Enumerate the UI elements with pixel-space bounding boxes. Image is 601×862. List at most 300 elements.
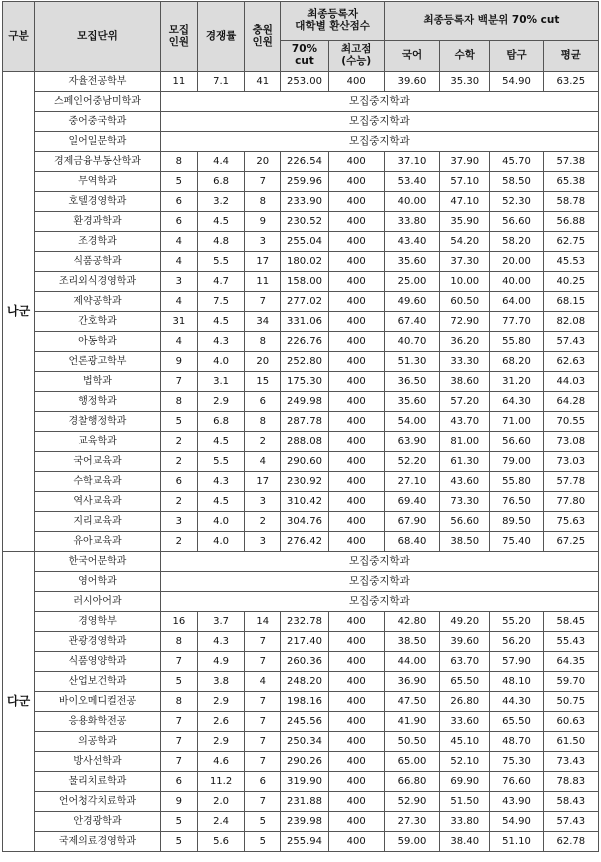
math-cell: 72.90: [440, 312, 490, 332]
average-cell: 44.03: [543, 372, 598, 392]
average-cell: 75.63: [543, 512, 598, 532]
cut70-cell: 290.60: [281, 452, 328, 472]
math-cell: 60.50: [440, 292, 490, 312]
filled-cell: 14: [245, 612, 281, 632]
average-cell: 62.78: [543, 832, 598, 852]
rate-cell: 11.2: [197, 772, 244, 792]
korean-cell: 44.00: [384, 652, 439, 672]
quota-cell: 5: [160, 832, 197, 852]
korean-cell: 43.40: [384, 232, 439, 252]
max-score-cell: 400: [328, 532, 384, 552]
inquiry-cell: 75.40: [490, 532, 543, 552]
filled-cell: 20: [245, 152, 281, 172]
inquiry-cell: 20.00: [490, 252, 543, 272]
korean-cell: 54.00: [384, 412, 439, 432]
average-cell: 77.80: [543, 492, 598, 512]
table-body: [3, 72, 599, 852]
table-row: [3, 352, 599, 372]
table-row: [3, 712, 599, 732]
unit-name-cell: 바이오메디컬전공: [35, 692, 161, 712]
suspended-note-cell: 모집중지학과: [160, 592, 598, 612]
header-percentile: 최종등록자 백분위 70% cut: [384, 2, 598, 41]
rate-cell: 6.8: [197, 172, 244, 192]
unit-name-cell: 조경학과: [35, 232, 161, 252]
filled-cell: 2: [245, 432, 281, 452]
math-cell: 43.70: [440, 412, 490, 432]
table-row: [3, 232, 599, 252]
table-row: [3, 452, 599, 472]
filled-cell: 8: [245, 192, 281, 212]
rate-cell: 4.3: [197, 632, 244, 652]
rate-cell: 4.5: [197, 212, 244, 232]
korean-cell: 33.80: [384, 212, 439, 232]
unit-name-cell: 산업보건학과: [35, 672, 161, 692]
max-score-cell: 400: [328, 412, 384, 432]
unit-name-cell: 조리외식경영학과: [35, 272, 161, 292]
rate-cell: 2.4: [197, 812, 244, 832]
math-cell: 45.10: [440, 732, 490, 752]
unit-name-cell: 한국어문학과: [35, 552, 161, 572]
max-score-cell: 400: [328, 672, 384, 692]
korean-cell: 39.60: [384, 72, 439, 92]
quota-cell: 8: [160, 692, 197, 712]
average-cell: 50.75: [543, 692, 598, 712]
average-cell: 64.28: [543, 392, 598, 412]
table-row: [3, 332, 599, 352]
inquiry-cell: 40.00: [490, 272, 543, 292]
math-cell: 37.30: [440, 252, 490, 272]
max-score-cell: 400: [328, 372, 384, 392]
cut70-cell: 276.42: [281, 532, 328, 552]
table-row: [3, 392, 599, 412]
average-cell: 63.25: [543, 72, 598, 92]
suspended-note-cell: 모집중지학과: [160, 112, 598, 132]
math-cell: 37.90: [440, 152, 490, 172]
math-cell: 36.20: [440, 332, 490, 352]
max-score-cell: 400: [328, 832, 384, 852]
rate-cell: 7.5: [197, 292, 244, 312]
inquiry-cell: 58.50: [490, 172, 543, 192]
korean-cell: 53.40: [384, 172, 439, 192]
unit-name-cell: 관광경영학과: [35, 632, 161, 652]
unit-name-cell: 의공학과: [35, 732, 161, 752]
cut70-cell: 260.36: [281, 652, 328, 672]
table-row: [3, 792, 599, 812]
cut70-cell: 259.96: [281, 172, 328, 192]
cut70-cell: 248.20: [281, 672, 328, 692]
korean-cell: 36.50: [384, 372, 439, 392]
quota-cell: 5: [160, 412, 197, 432]
table-row: [3, 772, 599, 792]
quota-cell: 9: [160, 352, 197, 372]
korean-cell: 35.60: [384, 392, 439, 412]
average-cell: 64.35: [543, 652, 598, 672]
max-score-cell: 400: [328, 312, 384, 332]
unit-name-cell: 중어중국학과: [35, 112, 161, 132]
unit-name-cell: 영어학과: [35, 572, 161, 592]
max-score-cell: 400: [328, 272, 384, 292]
table-row: [3, 492, 599, 512]
quota-cell: 8: [160, 632, 197, 652]
average-cell: 62.63: [543, 352, 598, 372]
inquiry-cell: 55.80: [490, 332, 543, 352]
table-row: [3, 172, 599, 192]
filled-cell: 7: [245, 652, 281, 672]
math-cell: 33.30: [440, 352, 490, 372]
table-row: [3, 432, 599, 452]
unit-name-cell: 안경광학과: [35, 812, 161, 832]
rate-cell: 4.3: [197, 332, 244, 352]
math-cell: 73.30: [440, 492, 490, 512]
average-cell: 57.43: [543, 812, 598, 832]
quota-cell: 7: [160, 712, 197, 732]
cut70-cell: 252.80: [281, 352, 328, 372]
korean-cell: 50.50: [384, 732, 439, 752]
max-score-cell: 400: [328, 232, 384, 252]
admission-results-table: [2, 1, 599, 852]
quota-cell: 7: [160, 732, 197, 752]
inquiry-cell: 57.90: [490, 652, 543, 672]
cut70-cell: 253.00: [281, 72, 328, 92]
korean-cell: 52.20: [384, 452, 439, 472]
rate-cell: 4.5: [197, 492, 244, 512]
korean-cell: 25.00: [384, 272, 439, 292]
rate-cell: 2.9: [197, 692, 244, 712]
average-cell: 57.78: [543, 472, 598, 492]
rate-cell: 7.1: [197, 72, 244, 92]
inquiry-cell: 76.60: [490, 772, 543, 792]
korean-cell: 59.00: [384, 832, 439, 852]
max-score-cell: 400: [328, 772, 384, 792]
max-score-cell: 400: [328, 152, 384, 172]
table-row: [3, 652, 599, 672]
average-cell: 45.53: [543, 252, 598, 272]
inquiry-cell: 76.50: [490, 492, 543, 512]
unit-name-cell: 간호학과: [35, 312, 161, 332]
filled-cell: 2: [245, 512, 281, 532]
unit-name-cell: 수학교육과: [35, 472, 161, 492]
average-cell: 55.43: [543, 632, 598, 652]
suspended-note-cell: 모집중지학과: [160, 132, 598, 152]
rate-cell: 4.0: [197, 352, 244, 372]
quota-cell: 7: [160, 372, 197, 392]
math-cell: 38.50: [440, 532, 490, 552]
quota-cell: 16: [160, 612, 197, 632]
average-cell: 58.78: [543, 192, 598, 212]
math-cell: 69.90: [440, 772, 490, 792]
unit-name-cell: 언어청각치료학과: [35, 792, 161, 812]
table-row: [3, 272, 599, 292]
inquiry-cell: 56.20: [490, 632, 543, 652]
inquiry-cell: 68.20: [490, 352, 543, 372]
inquiry-cell: 79.00: [490, 452, 543, 472]
rate-cell: 2.9: [197, 732, 244, 752]
quota-cell: 4: [160, 252, 197, 272]
table-row: [3, 732, 599, 752]
cut70-cell: 226.76: [281, 332, 328, 352]
unit-name-cell: 국제의료경영학과: [35, 832, 161, 852]
unit-name-cell: 경찰행정학과: [35, 412, 161, 432]
korean-cell: 40.00: [384, 192, 439, 212]
quota-cell: 4: [160, 332, 197, 352]
max-score-cell: 400: [328, 432, 384, 452]
korean-cell: 67.40: [384, 312, 439, 332]
max-score-cell: 400: [328, 252, 384, 272]
filled-cell: 34: [245, 312, 281, 332]
cut70-cell: 158.00: [281, 272, 328, 292]
korean-cell: 36.90: [384, 672, 439, 692]
quota-cell: 8: [160, 152, 197, 172]
table-row: [3, 292, 599, 312]
table-row: [3, 132, 599, 152]
inquiry-cell: 75.30: [490, 752, 543, 772]
suspended-note-cell: 모집중지학과: [160, 92, 598, 112]
cut70-cell: 230.52: [281, 212, 328, 232]
inquiry-cell: 52.30: [490, 192, 543, 212]
math-cell: 39.60: [440, 632, 490, 652]
cut70-cell: 231.88: [281, 792, 328, 812]
quota-cell: 6: [160, 472, 197, 492]
inquiry-cell: 51.10: [490, 832, 543, 852]
table-row: [3, 212, 599, 232]
cut70-cell: 226.54: [281, 152, 328, 172]
max-score-cell: 400: [328, 632, 384, 652]
unit-name-cell: 호텔경영학과: [35, 192, 161, 212]
quota-cell: 4: [160, 292, 197, 312]
header-quota: 모집 인원: [160, 2, 197, 72]
filled-cell: 7: [245, 172, 281, 192]
unit-name-cell: 경영학부: [35, 612, 161, 632]
cut70-cell: 233.90: [281, 192, 328, 212]
header-converted-score: 최종등록자 대학별 환산점수: [281, 2, 385, 41]
filled-cell: 7: [245, 292, 281, 312]
cut70-cell: 175.30: [281, 372, 328, 392]
table-row: [3, 592, 599, 612]
unit-name-cell: 법학과: [35, 372, 161, 392]
cut70-cell: 245.56: [281, 712, 328, 732]
unit-name-cell: 식품공학과: [35, 252, 161, 272]
math-cell: 43.60: [440, 472, 490, 492]
inquiry-cell: 44.30: [490, 692, 543, 712]
table-row: [3, 692, 599, 712]
filled-cell: 6: [245, 772, 281, 792]
table-row: [3, 672, 599, 692]
rate-cell: 5.5: [197, 252, 244, 272]
filled-cell: 3: [245, 532, 281, 552]
max-score-cell: 400: [328, 792, 384, 812]
table-row: [3, 572, 599, 592]
math-cell: 35.90: [440, 212, 490, 232]
filled-cell: 7: [245, 632, 281, 652]
inquiry-cell: 55.80: [490, 472, 543, 492]
suspended-note-cell: 모집중지학과: [160, 572, 598, 592]
average-cell: 58.43: [543, 792, 598, 812]
math-cell: 57.10: [440, 172, 490, 192]
filled-cell: 15: [245, 372, 281, 392]
unit-name-cell: 일어일문학과: [35, 132, 161, 152]
cut70-cell: 249.98: [281, 392, 328, 412]
math-cell: 56.60: [440, 512, 490, 532]
filled-cell: 3: [245, 232, 281, 252]
math-cell: 47.10: [440, 192, 490, 212]
rate-cell: 2.0: [197, 792, 244, 812]
inquiry-cell: 48.70: [490, 732, 543, 752]
max-score-cell: 400: [328, 292, 384, 312]
quota-cell: 3: [160, 272, 197, 292]
inquiry-cell: 58.20: [490, 232, 543, 252]
math-cell: 63.70: [440, 652, 490, 672]
rate-cell: 3.1: [197, 372, 244, 392]
math-cell: 33.60: [440, 712, 490, 732]
unit-name-cell: 제약공학과: [35, 292, 161, 312]
quota-cell: 2: [160, 492, 197, 512]
rate-cell: 2.9: [197, 392, 244, 412]
table-row: [3, 192, 599, 212]
quota-cell: 11: [160, 72, 197, 92]
korean-cell: 47.50: [384, 692, 439, 712]
korean-cell: 69.40: [384, 492, 439, 512]
korean-cell: 38.50: [384, 632, 439, 652]
inquiry-cell: 48.10: [490, 672, 543, 692]
unit-name-cell: 응용화학전공: [35, 712, 161, 732]
cut70-cell: 310.42: [281, 492, 328, 512]
inquiry-cell: 55.20: [490, 612, 543, 632]
average-cell: 82.08: [543, 312, 598, 332]
max-score-cell: 400: [328, 192, 384, 212]
filled-cell: 7: [245, 712, 281, 732]
filled-cell: 5: [245, 812, 281, 832]
average-cell: 73.03: [543, 452, 598, 472]
max-score-cell: 400: [328, 332, 384, 352]
rate-cell: 4.9: [197, 652, 244, 672]
unit-name-cell: 러시아어과: [35, 592, 161, 612]
group-label: 나군: [3, 72, 35, 552]
rate-cell: 5.5: [197, 452, 244, 472]
quota-cell: 5: [160, 812, 197, 832]
table-row: [3, 812, 599, 832]
rate-cell: 6.8: [197, 412, 244, 432]
group-label: 다군: [3, 552, 35, 852]
table-row: [3, 92, 599, 112]
unit-name-cell: 물리치료학과: [35, 772, 161, 792]
math-cell: 38.60: [440, 372, 490, 392]
cut70-cell: 319.90: [281, 772, 328, 792]
quota-cell: 9: [160, 792, 197, 812]
max-score-cell: 400: [328, 392, 384, 412]
suspended-note-cell: 모집중지학과: [160, 552, 598, 572]
max-score-cell: 400: [328, 352, 384, 372]
table-row: [3, 372, 599, 392]
average-cell: 65.38: [543, 172, 598, 192]
max-score-cell: 400: [328, 172, 384, 192]
cut70-cell: 217.40: [281, 632, 328, 652]
korean-cell: 27.10: [384, 472, 439, 492]
average-cell: 73.08: [543, 432, 598, 452]
table-row: [3, 512, 599, 532]
unit-name-cell: 자율전공학부: [35, 72, 161, 92]
filled-cell: 41: [245, 72, 281, 92]
table-header: [3, 2, 599, 72]
header-korean: 국어: [384, 41, 439, 72]
rate-cell: 4.5: [197, 432, 244, 452]
quota-cell: 3: [160, 512, 197, 532]
filled-cell: 4: [245, 452, 281, 472]
max-score-cell: 400: [328, 732, 384, 752]
korean-cell: 67.90: [384, 512, 439, 532]
unit-name-cell: 경제금융부동산학과: [35, 152, 161, 172]
filled-cell: 7: [245, 752, 281, 772]
inquiry-cell: 31.20: [490, 372, 543, 392]
math-cell: 52.10: [440, 752, 490, 772]
quota-cell: 2: [160, 452, 197, 472]
unit-name-cell: 유아교육과: [35, 532, 161, 552]
cut70-cell: 230.92: [281, 472, 328, 492]
table-row: [3, 532, 599, 552]
average-cell: 40.25: [543, 272, 598, 292]
rate-cell: 3.7: [197, 612, 244, 632]
unit-name-cell: 국어교육과: [35, 452, 161, 472]
filled-cell: 7: [245, 792, 281, 812]
inquiry-cell: 56.60: [490, 212, 543, 232]
unit-name-cell: 무역학과: [35, 172, 161, 192]
table-row: [3, 312, 599, 332]
header-average: 평균: [543, 41, 598, 72]
math-cell: 49.20: [440, 612, 490, 632]
max-score-cell: 400: [328, 72, 384, 92]
table-row: [3, 552, 599, 572]
cut70-cell: 250.34: [281, 732, 328, 752]
quota-cell: 5: [160, 672, 197, 692]
unit-name-cell: 식품영양학과: [35, 652, 161, 672]
unit-name-cell: 행정학과: [35, 392, 161, 412]
inquiry-cell: 54.90: [490, 812, 543, 832]
filled-cell: 8: [245, 332, 281, 352]
max-score-cell: 400: [328, 472, 384, 492]
math-cell: 26.80: [440, 692, 490, 712]
inquiry-cell: 64.00: [490, 292, 543, 312]
math-cell: 33.80: [440, 812, 490, 832]
cut70-cell: 239.98: [281, 812, 328, 832]
max-score-cell: 400: [328, 752, 384, 772]
max-score-cell: 400: [328, 692, 384, 712]
korean-cell: 52.90: [384, 792, 439, 812]
rate-cell: 4.3: [197, 472, 244, 492]
filled-cell: 7: [245, 692, 281, 712]
quota-cell: 8: [160, 392, 197, 412]
average-cell: 57.38: [543, 152, 598, 172]
inquiry-cell: 64.30: [490, 392, 543, 412]
math-cell: 65.50: [440, 672, 490, 692]
cut70-cell: 290.26: [281, 752, 328, 772]
filled-cell: 11: [245, 272, 281, 292]
korean-cell: 35.60: [384, 252, 439, 272]
average-cell: 67.25: [543, 532, 598, 552]
max-score-cell: 400: [328, 512, 384, 532]
rate-cell: 4.7: [197, 272, 244, 292]
cut70-cell: 198.16: [281, 692, 328, 712]
average-cell: 73.43: [543, 752, 598, 772]
header-unit: 모집단위: [35, 2, 161, 72]
max-score-cell: 400: [328, 492, 384, 512]
cut70-cell: 255.04: [281, 232, 328, 252]
table-row: [3, 832, 599, 852]
filled-cell: 9: [245, 212, 281, 232]
max-score-cell: 400: [328, 452, 384, 472]
math-cell: 35.30: [440, 72, 490, 92]
average-cell: 58.45: [543, 612, 598, 632]
unit-name-cell: 방사선학과: [35, 752, 161, 772]
header-cut70: 70% cut: [281, 41, 328, 72]
